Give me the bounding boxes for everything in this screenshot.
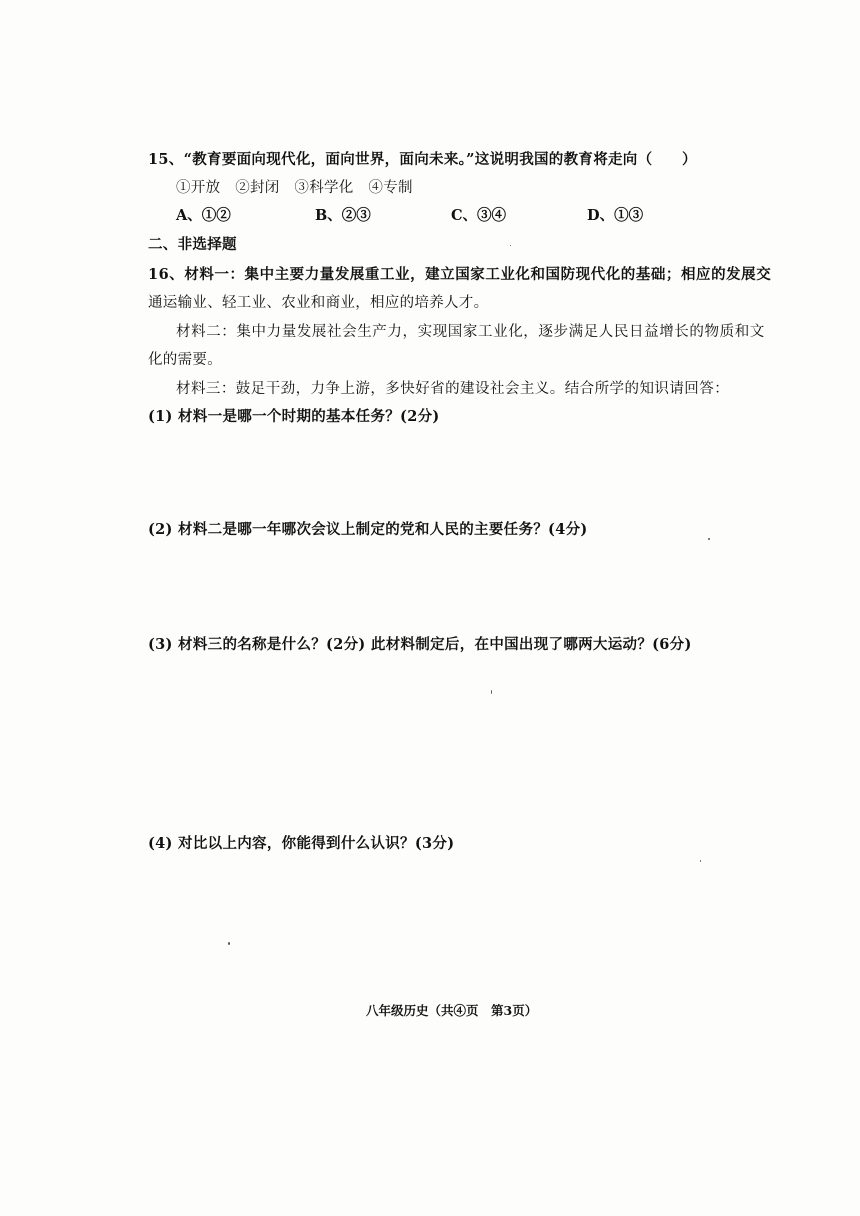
scan-speck bbox=[708, 538, 710, 540]
question-15-option-b: B、②③ bbox=[315, 207, 371, 224]
question-15-option-a: A、①② bbox=[176, 207, 231, 224]
scan-speck bbox=[228, 942, 230, 945]
scan-speck bbox=[700, 860, 701, 862]
question-16-material-3: 材料三：鼓足干劲，力争上游，多快好省的建设社会主义。结合所学的知识请回答： bbox=[176, 381, 730, 397]
scan-speck bbox=[510, 245, 511, 246]
question-16-material-1-line-1: 16、材料一：集中主要力量发展重工业，建立国家工业化和国防现代化的基础；相应的发展交 bbox=[148, 266, 772, 283]
page-footer: 八年级历史（共④页 第3页） bbox=[366, 1003, 538, 1018]
question-16-sub-2: (2) 材料二是哪一年哪次会议上制定的党和人民的主要任务？(4分) bbox=[148, 521, 588, 538]
question-16-material-1-line-2: 通运输业、轻工业、农业和商业，相应的培养人才。 bbox=[148, 295, 489, 311]
scan-speck bbox=[491, 690, 492, 694]
question-16-sub-4: (4) 对比以上内容，你能得到什么认识？(3分) bbox=[148, 835, 455, 852]
question-16-material-2-line-1: 材料二：集中力量发展社会生产力，实现国家工业化，逐步满足人民日益增长的物质和文 bbox=[176, 324, 765, 340]
question-16-sub-1: (1) 材料一是哪一个时期的基本任务？(2分) bbox=[148, 408, 440, 425]
question-15-items: ①开放 ②封闭 ③科学化 ④专制 bbox=[176, 180, 413, 196]
question-15-option-d: D、①③ bbox=[587, 207, 644, 224]
question-16-sub-3: (3) 材料三的名称是什么？(2分) 此材料制定后，在中国出现了哪两大运动？(6分) bbox=[148, 636, 692, 653]
question-16-material-2-line-2: 化的需要。 bbox=[148, 352, 222, 368]
question-15-stem: 15、“教育要面向现代化，面向世界，面向未来。”这说明我国的教育将走向（ ） bbox=[148, 151, 697, 168]
section-2-title: 二、非选择题 bbox=[148, 236, 237, 253]
question-15-option-c: C、③④ bbox=[451, 207, 507, 224]
